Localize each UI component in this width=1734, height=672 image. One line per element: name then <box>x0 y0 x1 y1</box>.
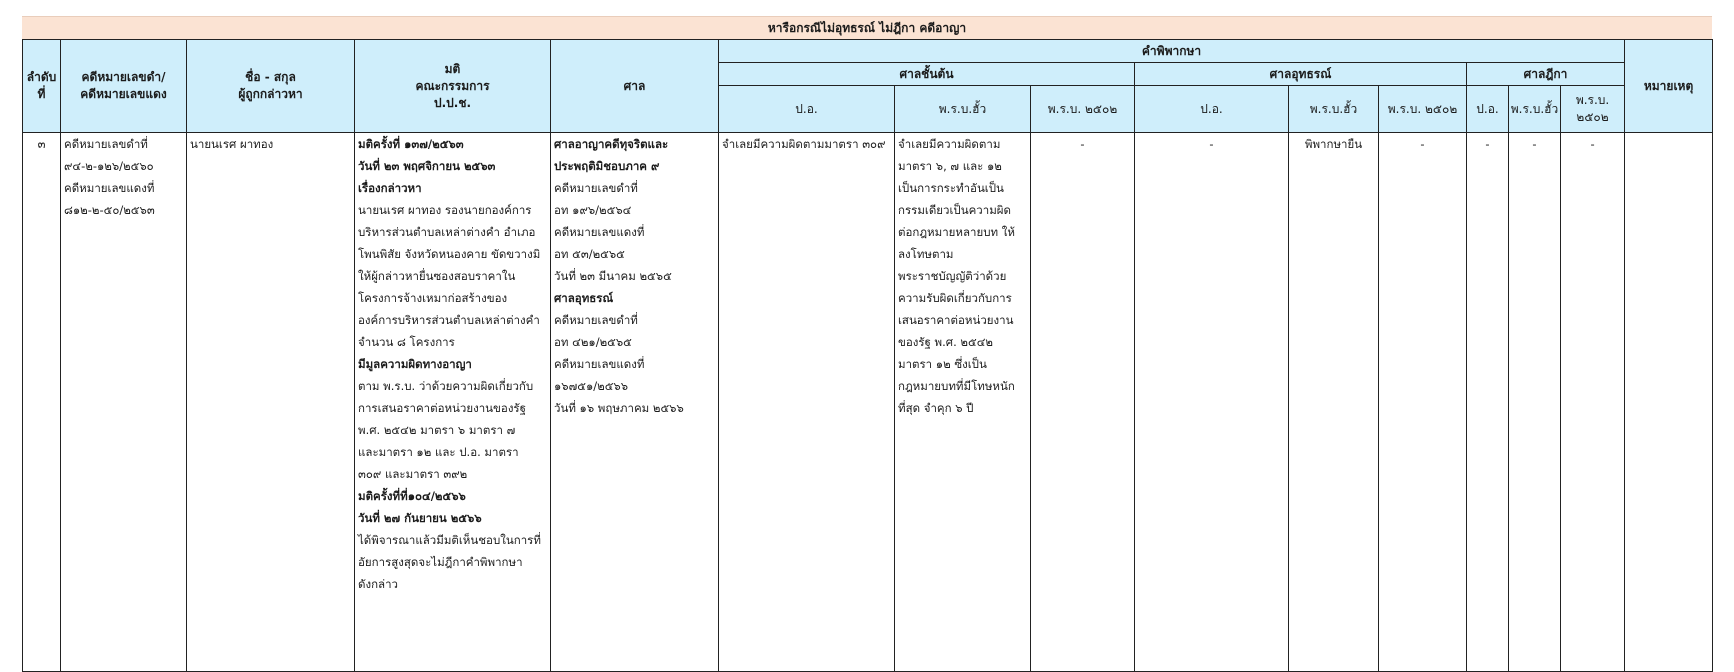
court-line: อท ๕๓/๒๕๖๕ <box>554 247 625 261</box>
table-title: หารือกรณีไม่อุทธรณ์ ไม่ฎีกา คดีอาญา <box>22 16 1712 39</box>
cell-no: ๓ <box>23 133 61 672</box>
court-line: ๑๖๗๕๑/๒๕๖๖ <box>554 379 629 393</box>
resolution-line: การเสนอราคาต่อหน่วยงานของรัฐ <box>358 401 526 415</box>
resolution-line: และมาตรา ๑๒ และ ป.อ. มาตรา <box>358 445 519 459</box>
first-hua-line: มาตรา ๑๒ ซึ่งเป็น <box>898 357 987 371</box>
header-appeal-po: ป.อ. <box>1135 86 1289 133</box>
resolution-line: บริหารส่วนตำบลเหล่าต่างคำ อำเภอ <box>358 225 536 239</box>
resolution-line: ให้ผู้กล่าวหายื่นซองสอบราคาใน <box>358 269 516 283</box>
header-court: ศาล <box>551 40 719 133</box>
court-line: ประพฤติมิชอบภาค ๙ <box>554 159 660 173</box>
header-first-po: ป.อ. <box>719 86 895 133</box>
cell-appeal-prb-2502: - <box>1379 133 1467 672</box>
resolution-line: โครงการจ้างเหมาก่อสร้างของ <box>358 291 508 305</box>
resolution-line: อัยการสูงสุดจะไม่ฎีกาคำพิพากษา <box>358 555 523 569</box>
header-appeal-prb-2502: พ.ร.บ. ๒๕๐๒ <box>1379 86 1467 133</box>
table-row <box>23 133 1713 672</box>
resolution-line: ตาม พ.ร.บ. ว่าด้วยความผิดเกี่ยวกับ <box>358 379 534 393</box>
cell-supreme-prb-hua: - <box>1509 133 1561 672</box>
cell-case-number: คดีหมายเลขดำที่ ๙๔-๒-๑๒๖/๒๕๖๐ คดีหมายเลขแดงที่ ๘๑๒-๒-๕๐/๒๕๖๓ <box>61 133 187 672</box>
resolution-line: ได้พิจารณาแล้วมีมติเห็นชอบในการที่ <box>358 533 541 547</box>
resolution-line: พ.ศ. ๒๕๔๒ มาตรา ๖ มาตรา ๗ <box>358 423 516 437</box>
cell-appeal-po: - <box>1135 133 1289 672</box>
resolution-line: โพนพิสัย จังหวัดหนองคาย ขัดขวางมิ <box>358 247 541 261</box>
first-hua-line: กรรมเดียวเป็นความผิด <box>898 203 1011 217</box>
cell-nacc-resolution <box>355 133 551 672</box>
first-hua-line: เสนอราคาต่อหน่วยงาน <box>898 313 1014 327</box>
resolution-line: มีมูลความผิดทางอาญา <box>358 357 472 371</box>
header-judgment: คำพิพากษา <box>719 40 1625 63</box>
resolution-line: องค์การบริหารส่วนตำบลเหล่าต่างคำ <box>358 313 540 327</box>
header-first-prb-hua: พ.ร.บ.ฮั้ว <box>895 86 1031 133</box>
header-remark: หมายเหตุ <box>1625 40 1713 133</box>
cell-accused-name: นายนเรศ ผาทอง <box>187 133 355 672</box>
cell-supreme-prb-2502: - <box>1561 133 1625 672</box>
document-page <box>22 16 1712 672</box>
header-first-prb-2502: พ.ร.บ. ๒๕๐๒ <box>1031 86 1135 133</box>
court-line: วันที่ ๒๓ มีนาคม ๒๕๖๕ <box>554 269 672 283</box>
cell-first-prb-2502: - <box>1031 133 1135 672</box>
header-supreme-po: ป.อ. <box>1467 86 1509 133</box>
cell-supreme-po: - <box>1467 133 1509 672</box>
court-line: คดีหมายเลขแดงที่ <box>554 357 645 371</box>
first-hua-line: ต่อกฎหมายหลายบท ให้ <box>898 225 1015 239</box>
court-line: ศาลอาญาคดีทุจริตและ <box>554 137 669 151</box>
cell-court <box>551 133 719 672</box>
header-supreme-prb-hua: พ.ร.บ.ฮั้ว <box>1509 86 1561 133</box>
first-hua-line: เป็นการกระทำอันเป็น <box>898 181 1004 195</box>
header-first-court: ศาลชั้นต้น <box>719 63 1135 86</box>
cell-first-prb-hua <box>895 133 1031 672</box>
court-line: คดีหมายเลขดำที่ <box>554 313 638 327</box>
resolution-line: จำนวน ๘ โครงการ <box>358 335 455 349</box>
first-hua-line: มาตรา ๖, ๗ และ ๑๒ <box>898 159 1002 173</box>
resolution-line: นายนเรศ ผาทอง รองนายกองค์การ <box>358 203 532 217</box>
cell-remark <box>1625 133 1713 672</box>
first-hua-line: ลงโทษตาม <box>898 247 954 261</box>
court-line: คดีหมายเลขแดงที่ <box>554 225 645 239</box>
header-no: ลำดับ ที่ <box>23 40 61 133</box>
first-hua-line: ความรับผิดเกี่ยวกับการ <box>898 291 1012 305</box>
resolution-line: ๓๐๙ และมาตรา ๓๙๒ <box>358 467 468 481</box>
court-line: อท ๔๒๑/๒๕๖๕ <box>554 335 632 349</box>
court-line: วันที่ ๑๖ พฤษภาคม ๒๕๖๖ <box>554 401 684 415</box>
court-line: ศาลอุทธรณ์ <box>554 291 614 305</box>
resolution-line: มติครั้งที่ที่๑๐๔/๒๕๖๖ <box>358 489 466 503</box>
resolution-line: วันที่ ๒๗ กันยายน ๒๕๖๖ <box>358 511 482 525</box>
header-nacc-resolution: มติ คณะกรรมการ ป.ป.ช. <box>355 40 551 133</box>
resolution-line: เรื่องกล่าวหา <box>358 181 422 195</box>
resolution-line: มติครั้งที่ ๑๓๗/๒๕๖๓ <box>358 137 464 151</box>
court-line: อท ๑๙๖/๒๕๖๔ <box>554 203 632 217</box>
header-supreme-court: ศาลฎีกา <box>1467 63 1625 86</box>
header-appeal-prb-hua: พ.ร.บ.ฮั้ว <box>1289 86 1379 133</box>
court-line: คดีหมายเลขดำที่ <box>554 181 638 195</box>
case-table <box>22 39 1713 672</box>
cell-appeal-prb-hua: พิพากษายืน <box>1289 133 1379 672</box>
resolution-line: ดังกล่าว <box>358 577 399 591</box>
resolution-line: วันที่ ๒๓ พฤศจิกายน ๒๕๖๓ <box>358 159 496 173</box>
header-supreme-prb-2502: พ.ร.บ. ๒๕๐๒ <box>1561 86 1625 133</box>
header-appeal-court: ศาลอุทธรณ์ <box>1135 63 1467 86</box>
first-hua-line: จำเลยมีความผิดตาม <box>898 137 1001 151</box>
first-hua-line: พระราชบัญญัติว่าด้วย <box>898 269 1007 283</box>
first-hua-line: กฎหมายบทที่มีโทษหนัก <box>898 379 1015 393</box>
header-case-number: คดีหมายเลขดำ/ คดีหมายเลขแดง <box>61 40 187 133</box>
cell-first-po: จำเลยมีความผิดตามมาตรา ๓๐๙ <box>719 133 895 672</box>
header-accused-name: ชื่อ - สกุล ผู้ถูกกล่าวหา <box>187 40 355 133</box>
first-hua-line: ที่สุด จำคุก ๖ ปี <box>898 401 974 415</box>
first-hua-line: ของรัฐ พ.ศ. ๒๕๔๒ <box>898 335 993 349</box>
